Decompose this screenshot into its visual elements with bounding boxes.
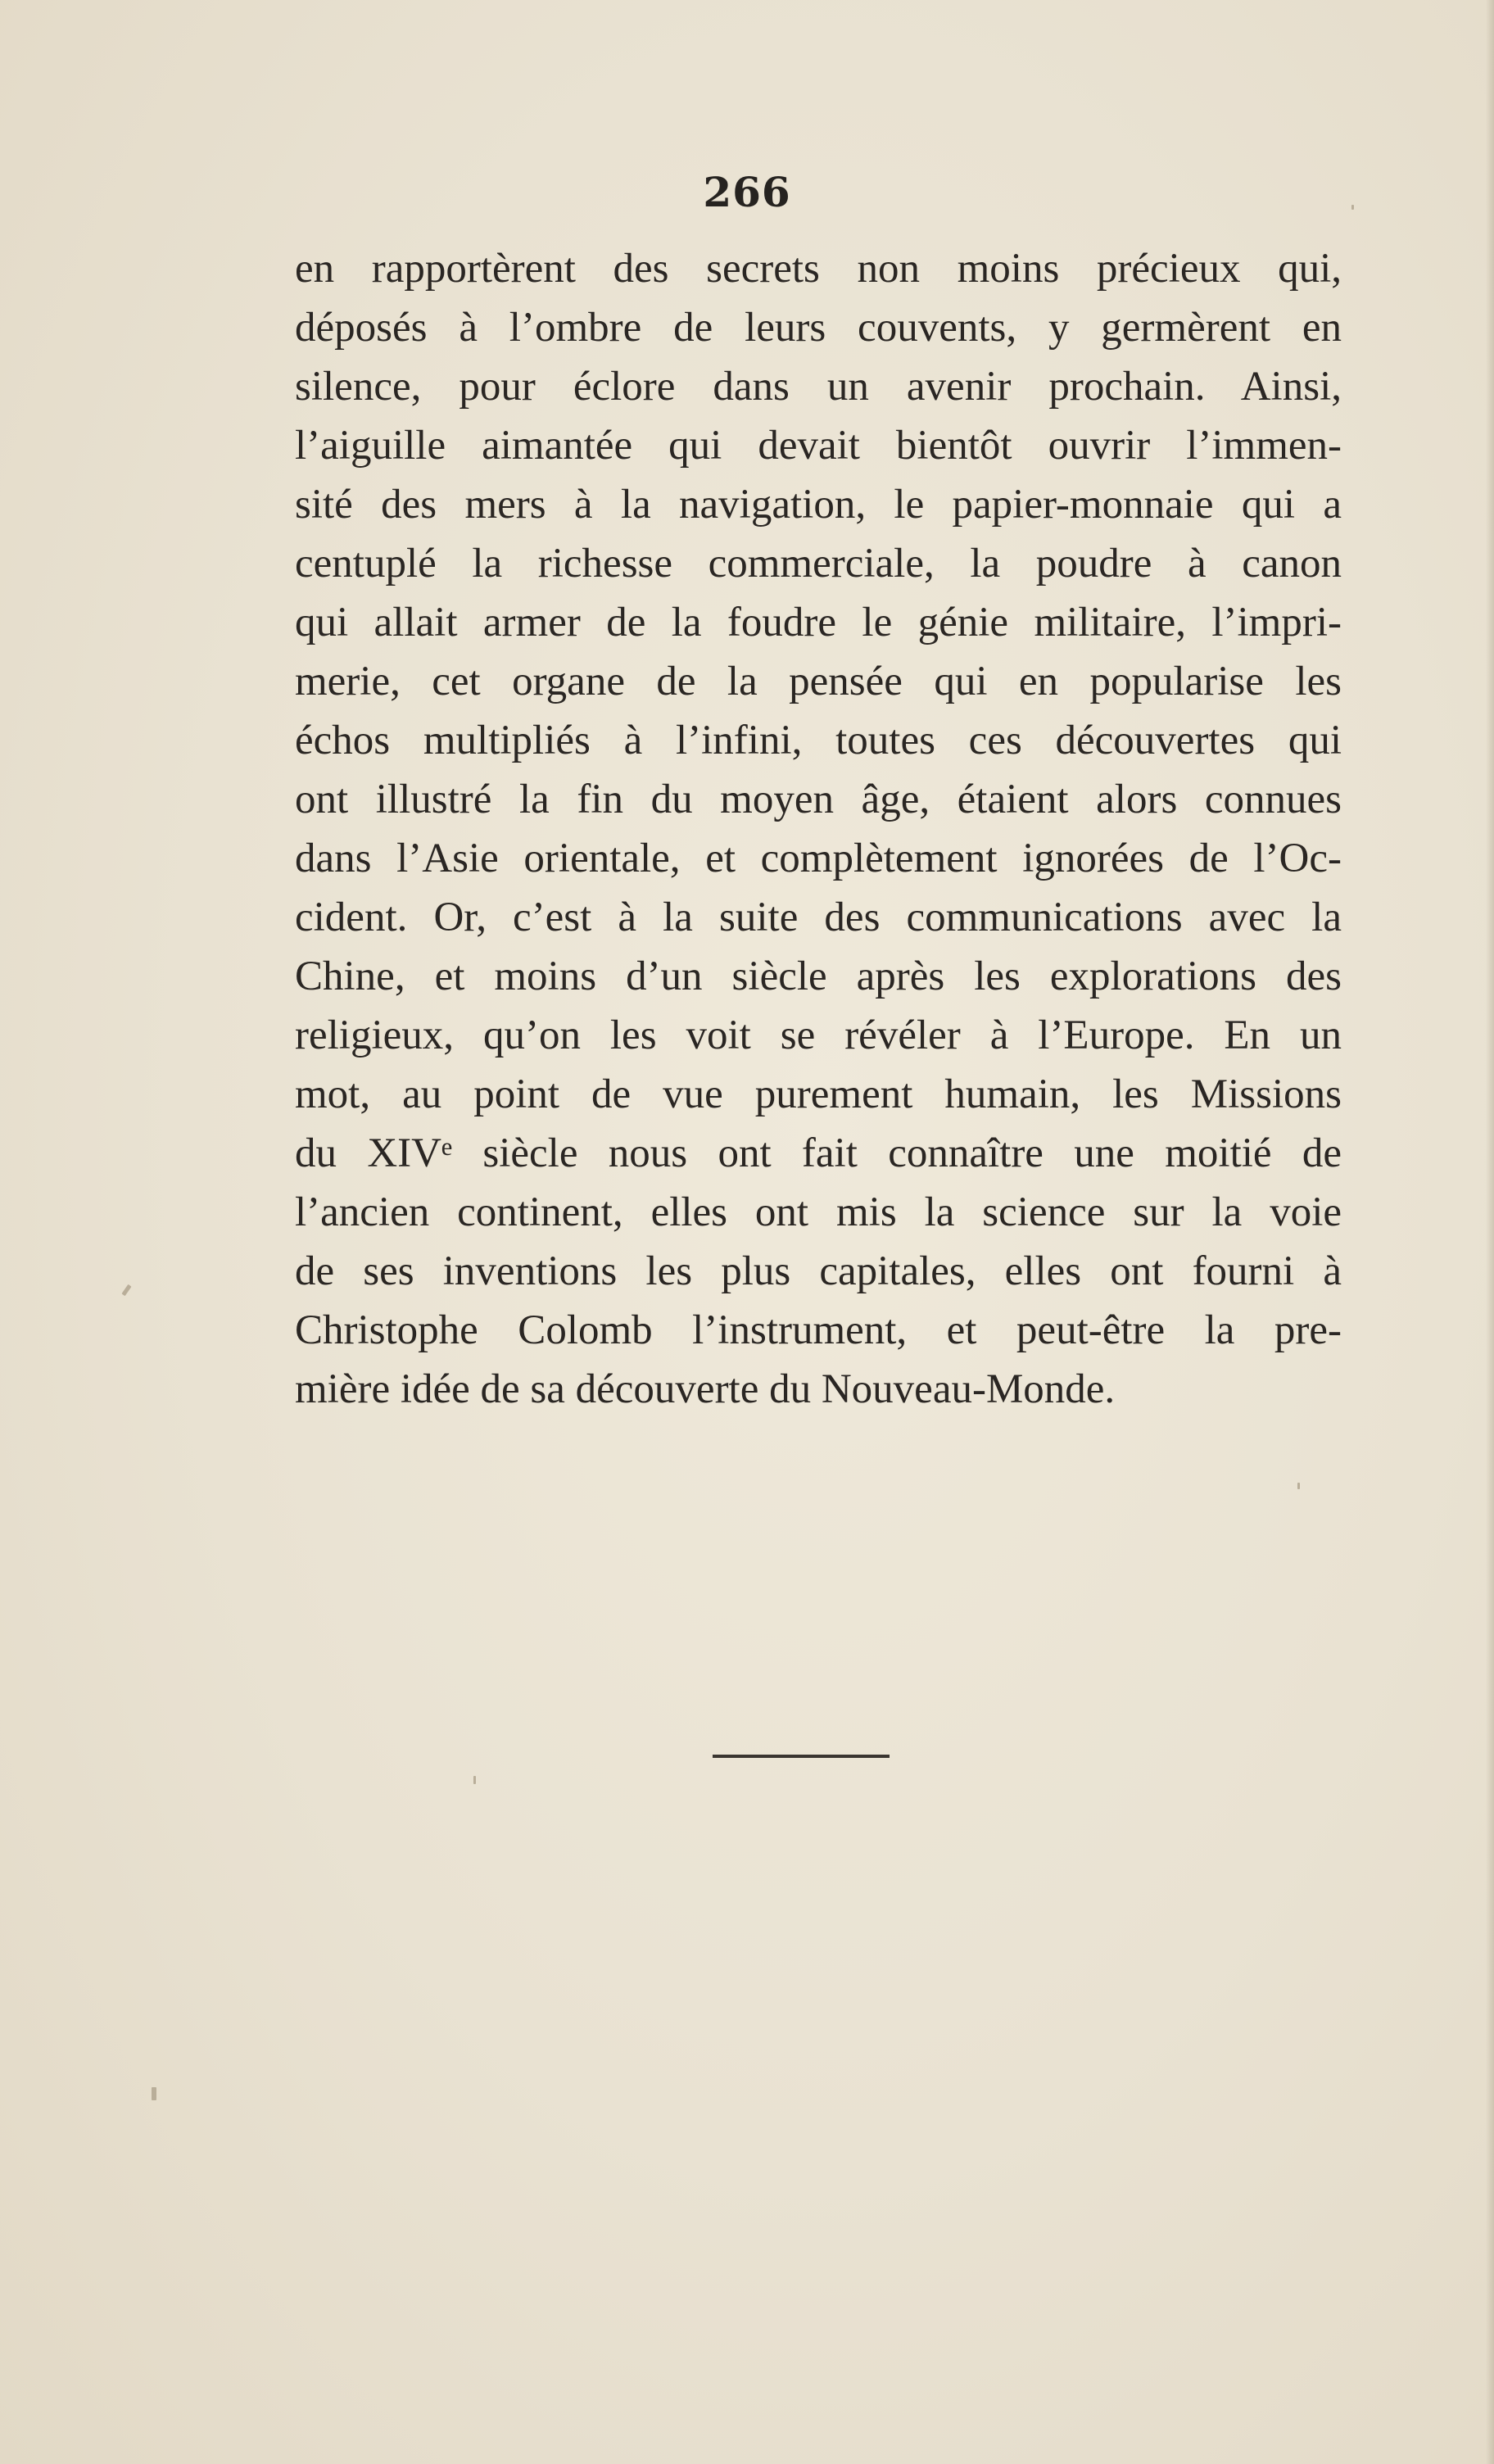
text-line: de ses inventions les plus capitales, elles ont fourni à <box>295 1248 1342 1294</box>
text-line: cident. Or, c’est à la suite des communications avec la <box>295 895 1342 940</box>
text-line: sité des mers à la navigation, le papier-monnaie qui a <box>295 482 1342 528</box>
text-line: dans l’Asie orientale, et complètement ignorées de l’Oc- <box>295 836 1342 881</box>
text-line: déposés à l’ombre de leurs couvents, y germèrent en <box>295 305 1342 351</box>
text-line: merie, cet organe de la pensée qui en popularise les <box>295 659 1342 704</box>
text-line: en rapportèrent des secrets non moins précieux qui, <box>295 246 1342 292</box>
page-number: 266 <box>703 168 791 216</box>
page-edge-shadow <box>1486 0 1494 2464</box>
text-line: ont illustré la fin du moyen âge, étaient alors connues <box>295 777 1342 822</box>
text-line: Chine, et moins d’un siècle après les explorations des <box>295 953 1342 999</box>
text-line: silence, pour éclore dans un avenir prochain. Ainsi, <box>295 364 1342 410</box>
text-line: centuplé la richesse commerciale, la poudre à canon <box>295 541 1342 587</box>
paper-speck <box>1351 205 1354 210</box>
text-line: mot, au point de vue purement humain, les Missions <box>295 1071 1342 1117</box>
paper-speck <box>473 1776 476 1784</box>
text-line: échos multipliés à l’infini, toutes ces découvertes qui <box>295 718 1342 763</box>
text-line: Christophe Colomb l’instrument, et peut-être la pre- <box>295 1307 1342 1353</box>
section-end-rule <box>713 1755 890 1758</box>
text-line: l’ancien continent, elles ont mis la science sur la voie <box>295 1189 1342 1235</box>
paper-speck <box>1297 1483 1300 1489</box>
text-line: l’aiguille aimantée qui devait bientôt ouvrir l’immen- <box>295 423 1342 469</box>
body-text <box>295 239 1342 1419</box>
text-line: qui allait armer de la foudre le génie militaire, l’impri- <box>295 600 1342 645</box>
text-line: du XIVᵉ siècle nous ont fait connaître une moitié de <box>295 1130 1342 1176</box>
text-line: religieux, qu’on les voit se révéler à l’Europe. En un <box>295 1012 1342 1058</box>
paper-speck <box>152 2087 156 2100</box>
text-line: mière idée de sa découverte du Nouveau-Monde. <box>295 1366 1116 1412</box>
paper-speck <box>121 1284 131 1296</box>
